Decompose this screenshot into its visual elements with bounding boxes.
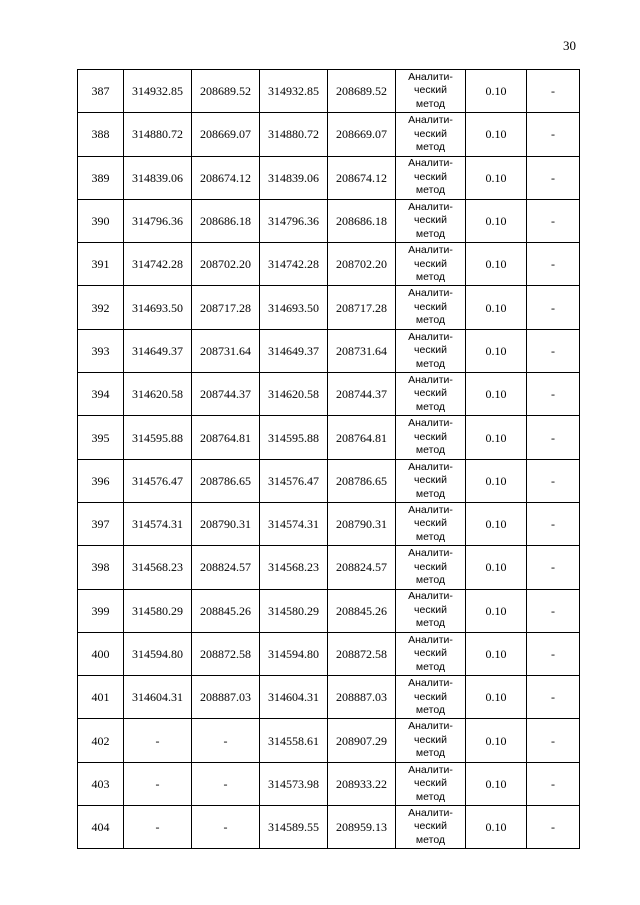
- precision-cell: 0.10: [466, 546, 527, 589]
- new-x-cell: 314594.80: [260, 632, 328, 675]
- method-text-line: ческий: [414, 214, 447, 227]
- point-number-cell: 402: [78, 719, 124, 762]
- precision-cell: 0.10: [466, 676, 527, 719]
- precision-cell: 0.10: [466, 156, 527, 199]
- precision-cell: 0.10: [466, 70, 527, 113]
- method-text-line: метод: [415, 487, 446, 500]
- note-cell: -: [527, 806, 580, 849]
- old-x-cell: 314594.80: [124, 632, 192, 675]
- new-y-cell: 208786.65: [328, 459, 396, 502]
- table-row: [78, 589, 580, 632]
- method-cell: [396, 286, 466, 329]
- new-y-cell: 208790.31: [328, 502, 396, 545]
- precision-cell: 0.10: [466, 416, 527, 459]
- method-text-line: Аналити-: [408, 763, 453, 776]
- old-x-cell: -: [124, 806, 192, 849]
- point-number-cell: 387: [78, 70, 124, 113]
- method-text-line: метод: [415, 530, 446, 543]
- method-text-line: Аналити-: [408, 417, 453, 430]
- table-row: [78, 156, 580, 199]
- new-y-cell: 208907.29: [328, 719, 396, 762]
- precision-cell: 0.10: [466, 286, 527, 329]
- method-cell: [396, 329, 466, 372]
- new-x-cell: 314796.36: [260, 199, 328, 242]
- table-row: [78, 70, 580, 113]
- new-x-cell: 314620.58: [260, 373, 328, 416]
- method-text-line: метод: [415, 357, 446, 370]
- old-y-cell: -: [192, 762, 260, 805]
- precision-cell: 0.10: [466, 459, 527, 502]
- method-text-line: Аналити-: [408, 287, 453, 300]
- old-x-cell: 314595.88: [124, 416, 192, 459]
- new-x-cell: 314568.23: [260, 546, 328, 589]
- new-x-cell: 314573.98: [260, 762, 328, 805]
- note-cell: -: [527, 199, 580, 242]
- method-text-line: Аналити-: [408, 157, 453, 170]
- old-y-cell: 208674.12: [192, 156, 260, 199]
- point-number-cell: 394: [78, 373, 124, 416]
- method-text-line: метод: [415, 400, 446, 413]
- table-row: [78, 806, 580, 849]
- method-text-line: ческий: [414, 820, 447, 833]
- point-number-cell: 389: [78, 156, 124, 199]
- note-cell: -: [527, 719, 580, 762]
- method-text-line: ческий: [414, 603, 447, 616]
- method-text-line: Аналити-: [408, 244, 453, 257]
- new-x-cell: 314839.06: [260, 156, 328, 199]
- new-x-cell: 314693.50: [260, 286, 328, 329]
- old-x-cell: 314568.23: [124, 546, 192, 589]
- method-cell: [396, 199, 466, 242]
- old-x-cell: 314839.06: [124, 156, 192, 199]
- old-y-cell: 208686.18: [192, 199, 260, 242]
- old-y-cell: 208731.64: [192, 329, 260, 372]
- note-cell: -: [527, 329, 580, 372]
- old-y-cell: 208689.52: [192, 70, 260, 113]
- table-row: [78, 373, 580, 416]
- new-y-cell: 208674.12: [328, 156, 396, 199]
- method-cell: [396, 502, 466, 545]
- new-y-cell: 208689.52: [328, 70, 396, 113]
- new-y-cell: 208669.07: [328, 113, 396, 156]
- old-y-cell: 208845.26: [192, 589, 260, 632]
- method-text-line: ческий: [414, 84, 447, 97]
- new-x-cell: 314558.61: [260, 719, 328, 762]
- old-x-cell: 314693.50: [124, 286, 192, 329]
- method-text-line: ческий: [414, 560, 447, 573]
- old-y-cell: 208702.20: [192, 243, 260, 286]
- new-y-cell: 208744.37: [328, 373, 396, 416]
- note-cell: -: [527, 416, 580, 459]
- point-number-cell: 392: [78, 286, 124, 329]
- table-row: [78, 243, 580, 286]
- method-text-line: Аналити-: [408, 70, 453, 83]
- precision-cell: 0.10: [466, 632, 527, 675]
- old-x-cell: 314580.29: [124, 589, 192, 632]
- note-cell: -: [527, 156, 580, 199]
- method-text-line: ческий: [414, 257, 447, 270]
- method-cell: [396, 156, 466, 199]
- note-cell: -: [527, 70, 580, 113]
- method-cell: [396, 632, 466, 675]
- old-x-cell: 314604.31: [124, 676, 192, 719]
- method-text-line: Аналити-: [408, 200, 453, 213]
- new-y-cell: 208872.58: [328, 632, 396, 675]
- old-y-cell: -: [192, 806, 260, 849]
- new-x-cell: 314574.31: [260, 502, 328, 545]
- method-text-line: метод: [415, 833, 446, 846]
- new-x-cell: 314589.55: [260, 806, 328, 849]
- method-text-line: ческий: [414, 170, 447, 183]
- old-x-cell: 314649.37: [124, 329, 192, 372]
- note-cell: -: [527, 243, 580, 286]
- old-x-cell: 314932.85: [124, 70, 192, 113]
- old-x-cell: 314880.72: [124, 113, 192, 156]
- precision-cell: 0.10: [466, 329, 527, 372]
- point-number-cell: 390: [78, 199, 124, 242]
- method-cell: [396, 70, 466, 113]
- method-text-line: ческий: [414, 344, 447, 357]
- point-number-cell: 398: [78, 546, 124, 589]
- table-row: [78, 546, 580, 589]
- table-row: [78, 676, 580, 719]
- precision-cell: 0.10: [466, 113, 527, 156]
- method-cell: [396, 113, 466, 156]
- note-cell: -: [527, 113, 580, 156]
- new-y-cell: 208887.03: [328, 676, 396, 719]
- old-y-cell: 208744.37: [192, 373, 260, 416]
- new-y-cell: 208731.64: [328, 329, 396, 372]
- method-cell: [396, 719, 466, 762]
- method-text-line: метод: [415, 790, 446, 803]
- old-y-cell: 208872.58: [192, 632, 260, 675]
- note-cell: -: [527, 546, 580, 589]
- table-row: [78, 329, 580, 372]
- note-cell: -: [527, 589, 580, 632]
- point-number-cell: 400: [78, 632, 124, 675]
- method-text-line: ческий: [414, 474, 447, 487]
- method-text-line: Аналити-: [408, 460, 453, 473]
- precision-cell: 0.10: [466, 502, 527, 545]
- method-text-line: метод: [415, 747, 446, 760]
- precision-cell: 0.10: [466, 243, 527, 286]
- note-cell: -: [527, 459, 580, 502]
- new-x-cell: 314580.29: [260, 589, 328, 632]
- precision-cell: 0.10: [466, 719, 527, 762]
- old-x-cell: 314576.47: [124, 459, 192, 502]
- page-number: 30: [563, 38, 576, 53]
- coordinates-table-body: [78, 70, 580, 849]
- method-text-line: Аналити-: [408, 547, 453, 560]
- new-x-cell: 314595.88: [260, 416, 328, 459]
- table-row: [78, 286, 580, 329]
- precision-cell: 0.10: [466, 762, 527, 805]
- method-text-line: ческий: [414, 387, 447, 400]
- note-cell: -: [527, 286, 580, 329]
- method-text-line: ческий: [414, 777, 447, 790]
- table-row: [78, 632, 580, 675]
- old-y-cell: 208824.57: [192, 546, 260, 589]
- table-row: [78, 459, 580, 502]
- precision-cell: 0.10: [466, 373, 527, 416]
- method-text-line: Аналити-: [408, 590, 453, 603]
- method-cell: [396, 459, 466, 502]
- new-x-cell: 314604.31: [260, 676, 328, 719]
- old-x-cell: 314620.58: [124, 373, 192, 416]
- method-text-line: Аналити-: [408, 633, 453, 646]
- method-text-line: метод: [415, 314, 446, 327]
- new-y-cell: 208717.28: [328, 286, 396, 329]
- method-text-line: Аналити-: [408, 330, 453, 343]
- old-x-cell: 314796.36: [124, 199, 192, 242]
- note-cell: -: [527, 632, 580, 675]
- note-cell: -: [527, 676, 580, 719]
- method-cell: [396, 676, 466, 719]
- new-x-cell: 314880.72: [260, 113, 328, 156]
- old-y-cell: -: [192, 719, 260, 762]
- point-number-cell: 391: [78, 243, 124, 286]
- method-text-line: метод: [415, 141, 446, 154]
- point-number-cell: 403: [78, 762, 124, 805]
- new-y-cell: 208824.57: [328, 546, 396, 589]
- table-row: [78, 502, 580, 545]
- new-y-cell: 208933.22: [328, 762, 396, 805]
- table-row: [78, 416, 580, 459]
- precision-cell: 0.10: [466, 199, 527, 242]
- method-cell: [396, 762, 466, 805]
- method-text-line: Аналити-: [408, 114, 453, 127]
- note-cell: -: [527, 762, 580, 805]
- point-number-cell: 396: [78, 459, 124, 502]
- method-text-line: метод: [415, 184, 446, 197]
- old-x-cell: 314742.28: [124, 243, 192, 286]
- method-text-line: метод: [415, 227, 446, 240]
- point-number-cell: 393: [78, 329, 124, 372]
- new-y-cell: 208702.20: [328, 243, 396, 286]
- old-y-cell: 208887.03: [192, 676, 260, 719]
- precision-cell: 0.10: [466, 589, 527, 632]
- point-number-cell: 399: [78, 589, 124, 632]
- method-text-line: Аналити-: [408, 720, 453, 733]
- old-y-cell: 208790.31: [192, 502, 260, 545]
- old-y-cell: 208669.07: [192, 113, 260, 156]
- method-text-line: метод: [415, 271, 446, 284]
- method-text-line: метод: [415, 617, 446, 630]
- new-x-cell: 314649.37: [260, 329, 328, 372]
- method-cell: [396, 589, 466, 632]
- new-y-cell: 208959.13: [328, 806, 396, 849]
- method-text-line: метод: [415, 574, 446, 587]
- method-text-line: ческий: [414, 430, 447, 443]
- point-number-cell: 401: [78, 676, 124, 719]
- precision-cell: 0.10: [466, 806, 527, 849]
- method-text-line: ческий: [414, 127, 447, 140]
- point-number-cell: 404: [78, 806, 124, 849]
- table-row: [78, 199, 580, 242]
- method-text-line: Аналити-: [408, 677, 453, 690]
- point-number-cell: 395: [78, 416, 124, 459]
- table-row: [78, 113, 580, 156]
- point-number-cell: 397: [78, 502, 124, 545]
- old-x-cell: 314574.31: [124, 502, 192, 545]
- new-x-cell: 314742.28: [260, 243, 328, 286]
- old-y-cell: 208786.65: [192, 459, 260, 502]
- method-text-line: метод: [415, 704, 446, 717]
- old-y-cell: 208764.81: [192, 416, 260, 459]
- method-cell: [396, 416, 466, 459]
- method-text-line: ческий: [414, 733, 447, 746]
- method-text-line: ческий: [414, 300, 447, 313]
- note-cell: -: [527, 373, 580, 416]
- table-row: [78, 762, 580, 805]
- new-y-cell: 208686.18: [328, 199, 396, 242]
- method-cell: [396, 806, 466, 849]
- coordinates-table: [77, 69, 580, 849]
- point-number-cell: 388: [78, 113, 124, 156]
- new-y-cell: 208764.81: [328, 416, 396, 459]
- method-text-line: метод: [415, 660, 446, 673]
- method-text-line: Аналити-: [408, 806, 453, 819]
- method-cell: [396, 373, 466, 416]
- method-text-line: ческий: [414, 690, 447, 703]
- old-x-cell: -: [124, 762, 192, 805]
- method-text-line: метод: [415, 97, 446, 110]
- method-text-line: Аналити-: [408, 373, 453, 386]
- method-cell: [396, 546, 466, 589]
- old-x-cell: -: [124, 719, 192, 762]
- new-y-cell: 208845.26: [328, 589, 396, 632]
- new-x-cell: 314576.47: [260, 459, 328, 502]
- method-text-line: ческий: [414, 647, 447, 660]
- method-text-line: метод: [415, 444, 446, 457]
- method-cell: [396, 243, 466, 286]
- method-text-line: Аналити-: [408, 503, 453, 516]
- note-cell: -: [527, 502, 580, 545]
- method-text-line: ческий: [414, 517, 447, 530]
- new-x-cell: 314932.85: [260, 70, 328, 113]
- old-y-cell: 208717.28: [192, 286, 260, 329]
- table-row: [78, 719, 580, 762]
